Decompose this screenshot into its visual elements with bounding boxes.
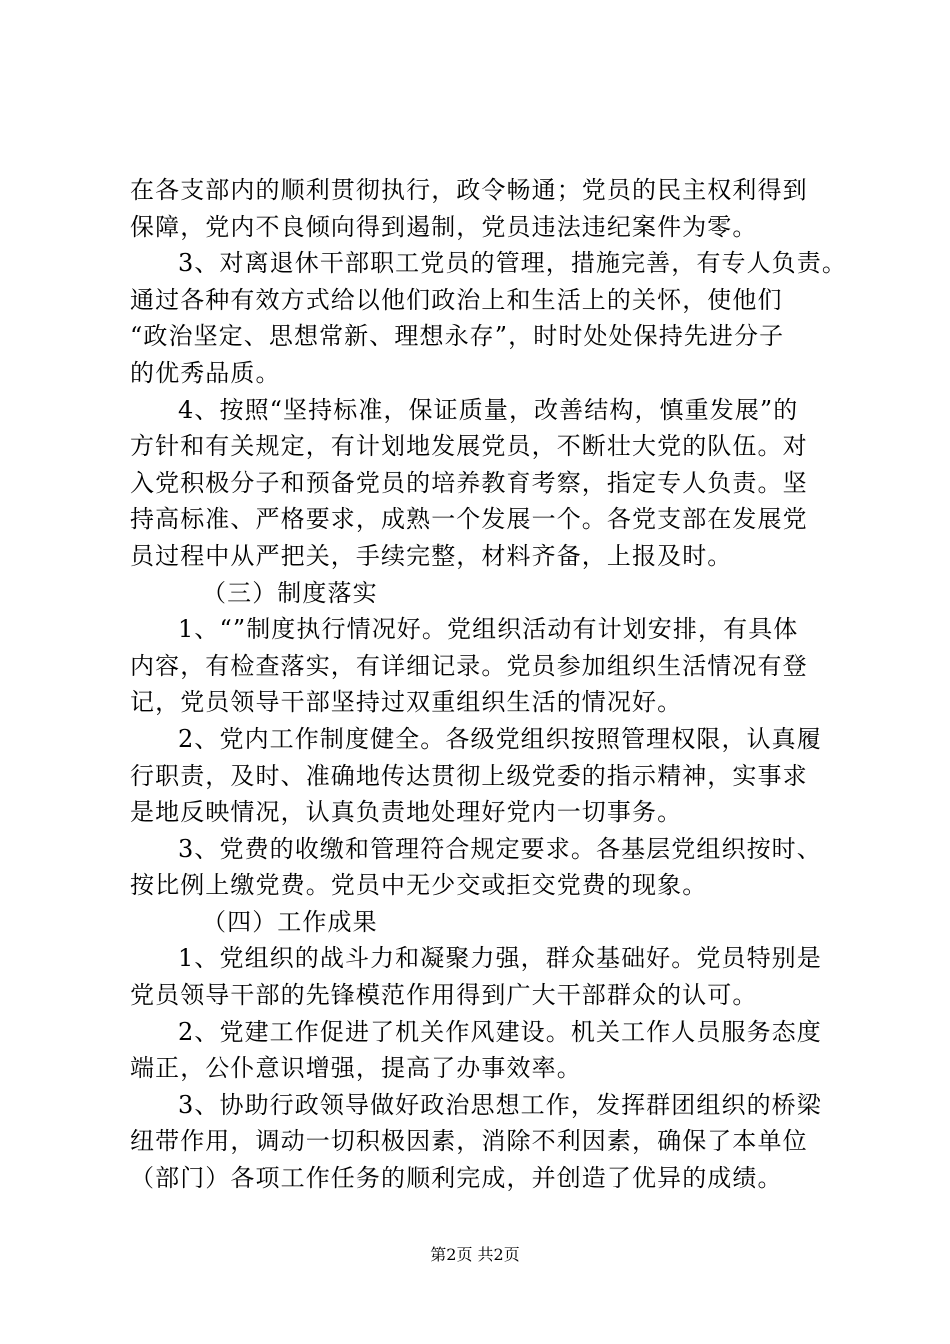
document-body	[130, 172, 850, 1197]
text-line: 2、党内工作制度健全。各级党组织按照管理权限，认真履	[178, 724, 822, 753]
text-line: 1、“”制度执行情况好。党组织活动有计划安排，有具体	[178, 615, 799, 644]
text-line: 通过各种有效方式给以他们政治上和生活上的关怀，使他们	[130, 285, 783, 314]
text-line: 是地反映情况，认真负责地处理好党内一切事务。	[130, 798, 683, 827]
text-line: 员过程中从严把关，手续完整，材料齐备，上报及时。	[130, 541, 733, 570]
text-line: 在各支部内的顺利贯彻执行，政令畅通；党员的民主权利得到	[130, 176, 808, 204]
text-line: 保障，党内不良倾向得到遏制，党员违法违纪案件为零。	[130, 212, 758, 241]
text-line: 党员领导干部的先锋模范作用得到广大干部群众的认可。	[130, 981, 758, 1010]
text-line: 2、党建工作促进了机关作风建设。机关工作人员服务态度	[178, 1017, 822, 1046]
text-line: 方针和有关规定，有计划地发展党员，不断壮大党的队伍。对	[130, 432, 808, 461]
text-line: 入党积极分子和预备党员的培养教育考察，指定专人负责。坚	[130, 468, 808, 497]
text-line: 端正，公仆意识增强，提高了办事效率。	[130, 1054, 582, 1083]
text-line: 3、对离退休干部职工党员的管理，措施完善，有专人负责。	[178, 249, 847, 278]
text-line: 持高标准、严格要求，成熟一个发展一个。各党支部在发展党	[130, 505, 808, 534]
text-line: “政治坚定、思想常新、理想永存”，时时处处保持先进分子	[130, 322, 785, 351]
page-number-footer: 第2页 共2页	[430, 1245, 520, 1264]
text-line: 的优秀品质。	[130, 358, 281, 387]
text-line: 按比例上缴党费。党员中无少交或拒交党费的现象。	[130, 871, 708, 900]
text-line: 3、党费的收缴和管理符合规定要求。各基层党组织按时、	[178, 834, 822, 863]
text-line: 4、按照“坚持标准，保证质量，改善结构，慎重发展”的	[178, 395, 799, 424]
section-heading: （三）制度落实	[202, 578, 378, 607]
text-line: 行职责，及时、准确地传达贯彻上级党委的指示精神，实事求	[130, 761, 808, 790]
text-line: 纽带作用，调动一切积极因素，消除不利因素，确保了本单位	[130, 1127, 808, 1156]
section-heading: （四）工作成果	[202, 907, 378, 936]
text-line: 内容，有检查落实，有详细记录。党员参加组织生活情况有登	[130, 651, 808, 680]
text-line: 记，党员领导干部坚持过双重组织生活的情况好。	[130, 688, 683, 717]
text-line: （部门）各项工作任务的顺利完成，并创造了优异的成绩。	[130, 1164, 783, 1193]
text-line: 1、党组织的战斗力和凝聚力强，群众基础好。党员特别是	[178, 944, 822, 973]
text-line: 3、协助行政领导做好政治思想工作，发挥群团组织的桥梁	[178, 1090, 822, 1119]
